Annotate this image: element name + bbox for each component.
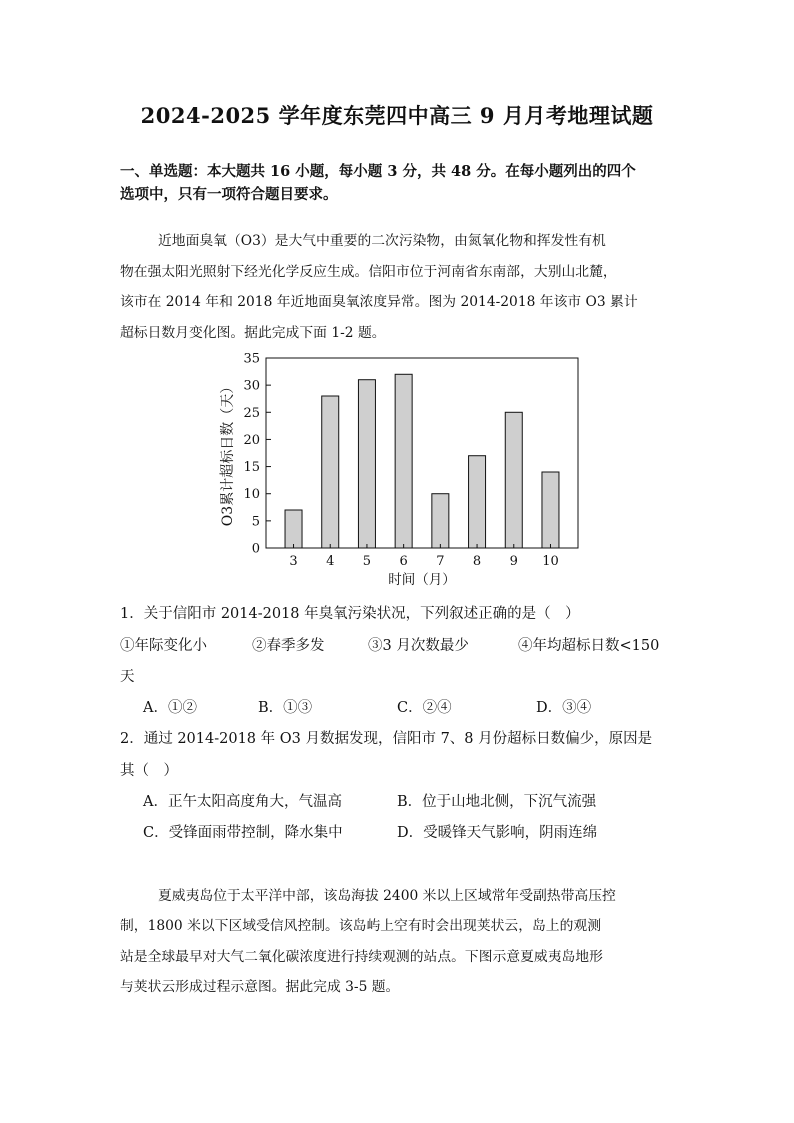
q2-stem-line2: 其（ ） [120, 763, 178, 779]
q1-option-b: B．①③ [258, 700, 313, 716]
q1-statement-1: ①年际变化小 [120, 638, 207, 654]
q1-statement-3: ③3 月次数最少 [368, 638, 469, 654]
x-tick-label: 3 [289, 554, 298, 569]
q1-option-d: D．③④ [536, 700, 592, 716]
ozone-bar-chart [206, 345, 586, 595]
bar-10 [542, 472, 559, 548]
bar-8 [469, 456, 486, 548]
x-tick-label: 6 [399, 554, 408, 569]
section-heading-line1: 一、单选题：本大题共 16 小题，每小题 3 分，共 48 分。在每小题列出的四个 [120, 163, 636, 180]
passage2-line2: 制，1800 米以下区域受信风控制。该岛屿上空有时会出现荚状云，岛上的观测 [120, 918, 601, 934]
y-tick-label: 35 [243, 351, 260, 367]
bar-6 [395, 374, 412, 548]
q1-option-a: A．①② [143, 700, 197, 716]
passage1-line1: 近地面臭氧（O3）是大气中重要的二次污染物，由氮氧化物和挥发性有机 [158, 233, 606, 249]
q2-stem-line1: 2．通过 2014-2018 年 O3 月数据发现，信阳市 7、8 月份超标日数偏少，原因是 [120, 731, 653, 747]
y-tick-label: 5 [251, 514, 260, 530]
passage2-line3: 站是全球最早对大气二氧化碳浓度进行持续观测的站点。下图示意夏威夷岛地形 [120, 949, 603, 965]
bar-3 [285, 510, 302, 548]
bar-5 [358, 380, 375, 548]
x-tick-label: 8 [472, 554, 482, 569]
passage1-line2: 物在强太阳光照射下经光化学反应生成。信阳市位于河南省东南部，大别山北麓， [120, 264, 617, 280]
passage1-line4: 超标日数月变化图。据此完成下面 1-2 题。 [120, 325, 386, 341]
bar-9 [505, 412, 522, 548]
y-tick-label: 15 [243, 460, 260, 476]
q2-option-c: C．受锋面雨带控制，降水集中 [143, 825, 343, 841]
q1-statement-4-cont: 天 [120, 669, 135, 685]
x-tick-label: 5 [362, 554, 372, 569]
y-tick-label: 0 [251, 541, 260, 557]
y-axis-title: O3累计超标日数（天） [220, 379, 236, 527]
q1-statement-4: ④年均超标日数<150 [518, 638, 660, 654]
x-tick-label: 4 [326, 554, 335, 569]
q1-option-c: C．②④ [397, 700, 452, 716]
bar-4 [322, 396, 339, 548]
plot-frame [266, 358, 578, 548]
q2-option-a: A．正午太阳高度角大，气温高 [143, 794, 342, 810]
x-tick-label: 10 [542, 554, 559, 569]
x-axis-title: 时间（月） [388, 572, 456, 588]
x-tick-label: 7 [436, 554, 445, 569]
x-tick-label: 9 [509, 554, 518, 569]
q1-statement-2: ②春季多发 [252, 638, 325, 654]
y-tick-label: 20 [243, 432, 260, 448]
page-title: 2024-2025 学年度东莞四中高三 9 月月考地理试题 [140, 103, 654, 128]
passage2-line4: 与荚状云形成过程示意图。据此完成 3-5 题。 [120, 979, 400, 995]
section-heading-line2: 选项中，只有一项符合题目要求。 [120, 186, 338, 203]
q2-option-d: D．受暖锋天气影响，阴雨连绵 [397, 825, 598, 841]
q2-option-b: B．位于山地北侧，下沉气流强 [397, 794, 597, 810]
q1-stem: 1．关于信阳市 2014-2018 年臭氧污染状况，下列叙述正确的是（ ） [120, 606, 580, 622]
y-tick-label: 10 [243, 487, 260, 503]
passage1-line3: 该市在 2014 年和 2018 年近地面臭氧浓度异常。图为 2014-2018 年该市 O3 累计 [120, 294, 638, 310]
y-tick-label: 30 [243, 378, 260, 394]
bar-7 [432, 494, 449, 548]
y-tick-label: 25 [243, 405, 260, 421]
passage2-line1: 夏威夷岛位于太平洋中部，该岛海拔 2400 米以上区域常年受副热带高压控 [158, 888, 616, 904]
chart-svg [206, 345, 586, 595]
